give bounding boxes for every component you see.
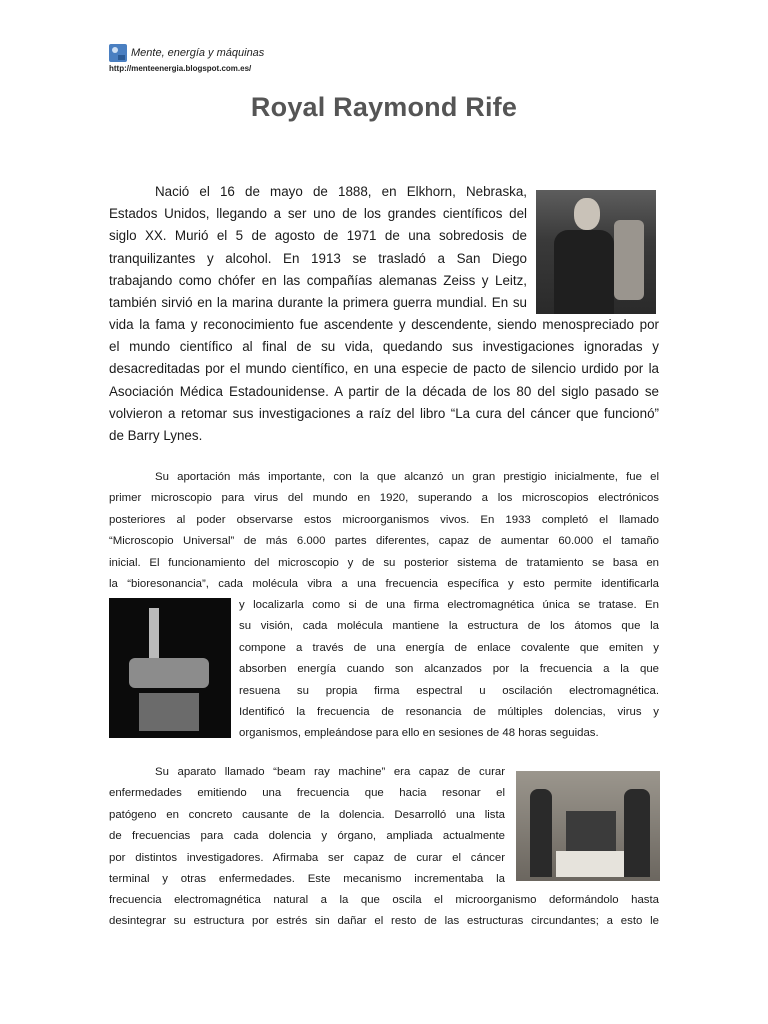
paragraph-line: Su aportación más importante, con la que alcanzó un gran prestigio inicialmente, fue el bbox=[155, 471, 659, 483]
paragraph-line: patógeno en concreto causante de la dolencia. Desarrolló una lista bbox=[109, 808, 505, 821]
paragraph-line: terminal y otras enfermedades. Este mecanismo incrementaba la bbox=[109, 873, 505, 886]
paragraph-line: Nació el 16 de mayo de 1888, en Elkhorn, Nebraska, bbox=[155, 184, 527, 199]
paragraph-line: también sirvió en la marina durante la primera guerra mundial. En su bbox=[109, 295, 527, 311]
paragraph-line: enfermedades emitiendo una frecuencia que hacia resonar el bbox=[109, 787, 505, 800]
paragraph-3-cont bbox=[109, 890, 659, 933]
paragraph-line: de frecuencias para cada dolencia y órgano, ampliada actualmente bbox=[109, 830, 505, 843]
paragraph-line: posteriores al poder observarse estos microorganismos vivos. En 1933 completó el llamado bbox=[109, 513, 659, 526]
paragraph-line: Su aparato llamado “beam ray machine” era capaz de curar bbox=[155, 766, 505, 778]
blog-header bbox=[109, 44, 264, 73]
paragraph-line: Asociación Médica Estadounidense. A partir de la década de los 80 del siglo pasado se bbox=[109, 383, 659, 399]
paragraph-line: resuena su propia firma espectral u oscilación electromagnética. bbox=[239, 684, 659, 697]
blog-logo-icon bbox=[109, 44, 127, 62]
paragraph-2 bbox=[109, 467, 659, 595]
paragraph-1-cont bbox=[109, 314, 659, 447]
paragraph-3 bbox=[109, 762, 505, 890]
site-url[interactable]: http://menteenergia.blogspot.com.es/ bbox=[109, 64, 252, 73]
paragraph-line: Identificó la frecuencia de resonancia de múltiples dolencias, virus y bbox=[239, 706, 659, 719]
paragraph-line: siglo XX. Murió el 5 de agosto de 1971 de una sobredosis de bbox=[109, 228, 527, 244]
paragraph-line: frecuencia electromagnética natural a la que oscila el microorganismo deformándolo hasta bbox=[109, 894, 659, 906]
page-title: Royal Raymond Rife bbox=[250, 92, 518, 122]
paragraph-line: primer microscopio para virus del mundo en 1920, superando a los microscopios electrónicos bbox=[109, 492, 659, 505]
rife-portrait-photo bbox=[536, 190, 656, 314]
paragraph-line: y localizarla como si de una firma electromagnética única se tratase. En bbox=[239, 599, 659, 611]
paragraph-line: la “bioresonancia”, cada molécula vibra a una frecuencia específica y esto permite identificarla bbox=[109, 578, 659, 591]
paragraph-line: su visión, cada molécula mantiene la estructura de los átomos que la bbox=[239, 620, 659, 633]
paragraph-line: compone a través de una energía de enlace covalente que emiten y bbox=[239, 641, 659, 654]
paragraph-1 bbox=[109, 181, 527, 314]
beam-ray-machine-photo bbox=[516, 771, 660, 881]
paragraph-line: inicial. El funcionamiento del microscopio y de su posterior sistema de tratamiento se basa en bbox=[109, 556, 659, 569]
paragraph-line: Estados Unidos, llegando a ser uno de los grandes científicos del bbox=[109, 206, 527, 222]
paragraph-line: por distintos investigadores. Afirmaba ser capaz de curar el cáncer bbox=[109, 851, 505, 864]
paragraph-line: organismos, empleándose para ello en sesiones de 48 horas seguidas. bbox=[239, 727, 599, 740]
universal-microscope-photo bbox=[109, 598, 231, 738]
paragraph-line: vida la fama y reconocimiento fue ascendente y descendente, siendo menospreciado por bbox=[109, 317, 659, 332]
paragraph-line: desacreditadas por el mundo científico, en una especie de pacto de silencio urdido por la bbox=[109, 361, 659, 377]
paragraph-line: desintegrar su estructura por estrés sin dañar el resto de las estructuras circundantes; a esto le bbox=[109, 915, 659, 928]
paragraph-line: volvieron a retomar sus investigaciones a raíz del libro “La cura del cáncer que funcionó” bbox=[109, 405, 659, 421]
paragraph-line: el mundo científico al final de su vida, quedando sus investigaciones ignoradas y bbox=[109, 339, 659, 355]
paragraph-2-cont bbox=[239, 595, 659, 745]
paragraph-line: tranquilizantes y alcohol. En 1913 se trasladó a San Diego bbox=[109, 250, 527, 266]
site-name: Mente, energía y máquinas bbox=[131, 47, 265, 59]
paragraph-line: “Microscopio Universal” de más 6.000 partes diferentes, capaz de aumentar 60.000 el tamaño bbox=[109, 535, 659, 548]
paragraph-line: de Barry Lynes. bbox=[109, 428, 203, 444]
paragraph-line: trabajando como chófer en las compañías alemanas Zeiss y Leitz, bbox=[109, 272, 527, 288]
paragraph-line: absorben energía cuando son alcanzados por la frecuencia a la que bbox=[239, 663, 659, 676]
